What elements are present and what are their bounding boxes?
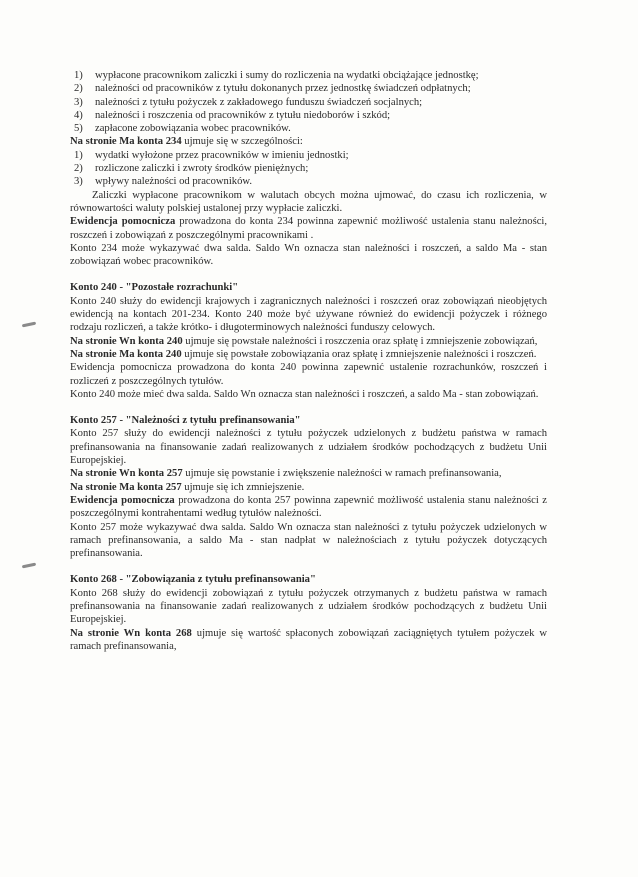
- paragraph-ewidencja-234: Ewidencja pomocnicza prowadzona do konta 234 powinna zapewnić możliwość ustalenia stanu należności, roszczeń i zobowiązań z poszczególnymi pracownikami .: [70, 216, 547, 241]
- list-item: [70, 96, 547, 109]
- list-item: [70, 69, 547, 82]
- list-wn-234: [70, 69, 547, 135]
- list-item-text: wydatki wyłożone przez pracowników w imieniu jednostki;: [95, 149, 349, 161]
- list-item-number: 3): [74, 176, 83, 188]
- paragraph-257-saldo: Konto 257 może wykazywać dwa salda. Saldo Wn oznacza stan należności z tytułu pożyczek udzielonych w ramach prefinansowania, a saldo Ma - stan nadpłat w należnościach z tytułu pożyczek dotyczących prefinansowania.: [70, 521, 547, 560]
- section-title-240: Konto 240 - "Pozostałe rozrachunki": [70, 282, 239, 294]
- list-item-number: 5): [74, 123, 83, 135]
- list-item-text: wpływy należności od pracowników.: [95, 176, 253, 188]
- list-item-number: 2): [74, 83, 83, 95]
- list-item: [70, 149, 547, 162]
- paragraph-zaliczki: Zaliczki wypłacone pracownikom w walutach obcych można ujmować, do czasu ich rozliczenia, w równowartości waluty polskiej ustalonej przy wypłacie zaliczki.: [70, 189, 547, 214]
- paragraph-257-ewidencja: Ewidencja pomocnicza prowadzona do konta 257 powinna zapewnić możliwość ustalenia stanu należności z poszczególnymi kontrahentami według tytułów należności.: [70, 494, 547, 520]
- list-item-text: zapłacone zobowiązania wobec pracowników.: [95, 123, 291, 135]
- paragraph-saldo-234: Konto 234 może wykazywać dwa salda. Saldo Wn oznacza stan należności i roszczeń, a saldo Ma - stan zobowiązań wobec pracowników.: [70, 242, 547, 268]
- paragraph-240-wn: Na stronie Wn konta 240 ujmuje się powstałe należności i roszczenia oraz spłatę i zmniejszenie zobowiązań,: [70, 335, 538, 347]
- list-item-text: należności od pracowników z tytułu dokonanych przez jednostkę świadczeń odpłatnych;: [95, 83, 471, 95]
- paragraph-240-saldo: Konto 240 może mieć dwa salda. Saldo Wn oznacza stan należności i roszczeń, a saldo Ma - stan zobowiązań.: [70, 388, 539, 400]
- paragraph-240-ma: Na stronie Ma konta 240 ujmuje się powstałe zobowiązania oraz spłatę i zmniejszenie należności i roszczeń.: [70, 348, 537, 360]
- paragraph-257-wn: Na stronie Wn konta 257 ujmuje się powstanie i zwiększenie należności w ramach prefinansowania,: [70, 468, 502, 480]
- list-item: [70, 109, 547, 122]
- list-item-number: 1): [74, 70, 83, 81]
- list-item-text: należności z tytułu pożyczek z zakładowego funduszu świadczeń socjalnych;: [95, 96, 423, 108]
- list-item-number: 1): [74, 149, 83, 161]
- ma-234-heading: Na stronie Ma konta 234 ujmuje się w szczególności:: [70, 136, 303, 148]
- list-item-number: 4): [74, 109, 83, 121]
- list-item-number: 2): [74, 163, 83, 175]
- paragraph-268-intro: Konto 268 służy do ewidencji zobowiązań z tytułu pożyczek otrzymanych z budżetu państwa w ramach prefinansowania na finansowanie zadań realizowanych z udziałem środków pochodzących z budżetu Unii Europejskiej.: [70, 587, 547, 626]
- scan-mark-1: [22, 322, 36, 328]
- list-item: [70, 82, 547, 95]
- section-title-257: Konto 257 - "Należności z tytułu prefinansowania": [70, 415, 301, 427]
- paragraph-240-intro: Konto 240 służy do ewidencji krajowych i zagranicznych należności i roszczeń oraz zobowiązań nieobjętych ewidencją na kontach 201-234. Konto 240 może być używane również do ewidencji pożyczek i różnego rodzaju rozliczeń, a także krótko- i długoterminowych należności funduszy celowych.: [70, 295, 547, 334]
- list-item-text: wypłacone pracownikom zaliczki i sumy do rozliczenia na wydatki obciążające jednostkę;: [95, 70, 479, 81]
- list-item: [70, 162, 547, 175]
- list-item: [70, 122, 547, 135]
- scan-mark-2: [22, 563, 36, 569]
- list-item-text: należności i roszczenia od pracowników z tytułu niedoborów i szkód;: [95, 109, 391, 121]
- section-title-268: Konto 268 - "Zobowiązania z tytułu prefinansowania": [70, 574, 316, 586]
- paragraph-257-ma: Na stronie Ma konta 257 ujmuje się ich zmniejszenie.: [70, 481, 305, 493]
- paragraph-240-ewidencja: Ewidencja pomocnicza prowadzona do konta 240 powinna zapewnić ustalenie rozrachunków, roszczeń i rozliczeń z poszczególnych tytułów.: [70, 362, 547, 387]
- list-item: [70, 175, 547, 188]
- list-item-number: 3): [74, 96, 83, 108]
- list-item-text: rozliczone zaliczki i zwroty środków pieniężnych;: [95, 163, 309, 175]
- paragraph-268-wn: Na stronie Wn konta 268 ujmuje się wartość spłaconych zobowiązań zaciągniętych tytułem pożyczek w ramach prefinansowania,: [70, 627, 547, 652]
- list-ma-234: [70, 149, 547, 189]
- document-body: [70, 69, 547, 653]
- paragraph-257-intro: Konto 257 służy do ewidencji należności z tytułu pożyczek udzielonych z budżetu państwa w ramach prefinansowania na finansowanie zadań realizowanych z udziałem środków pochodzących z budżetu Unii Europejskiej.: [70, 428, 547, 467]
